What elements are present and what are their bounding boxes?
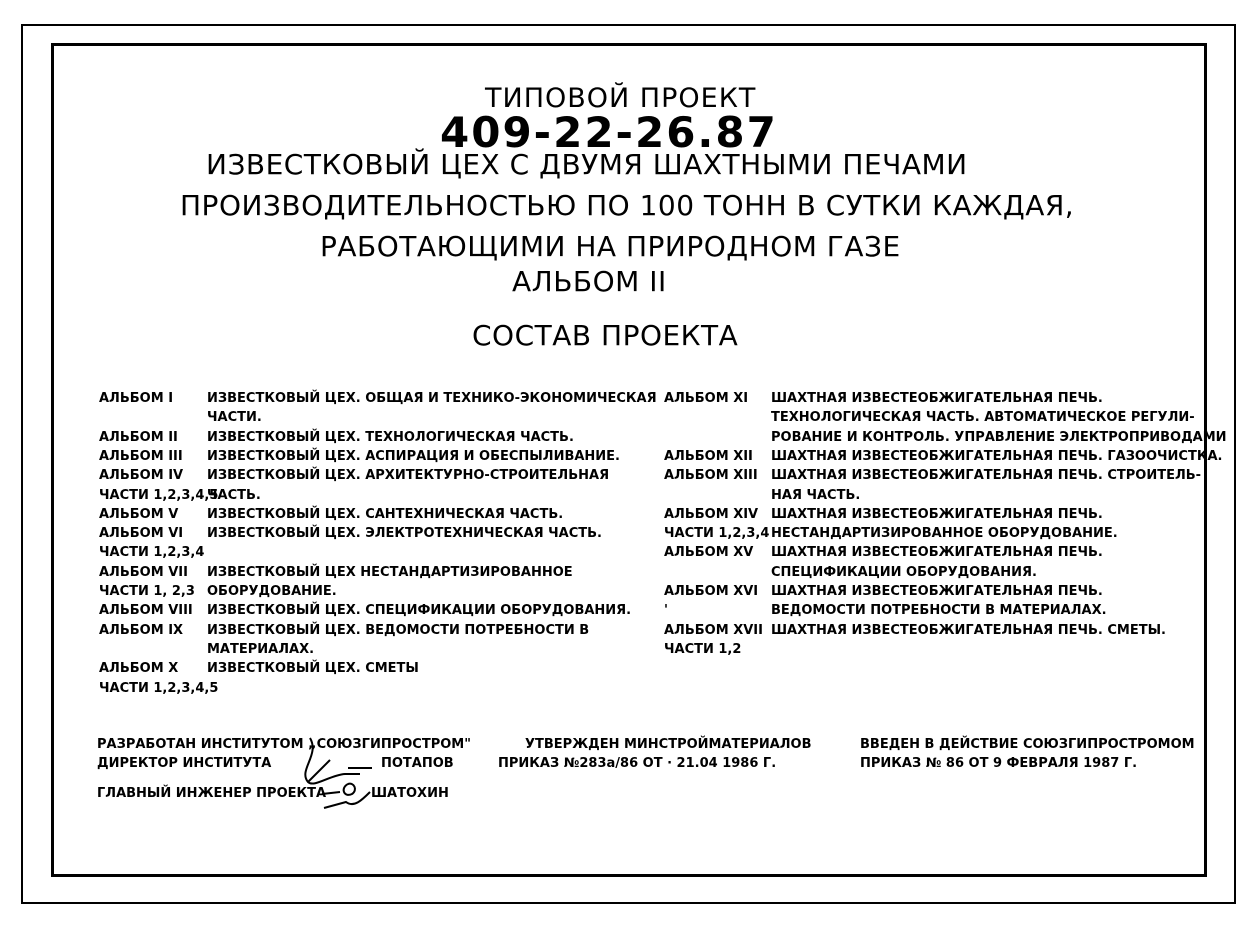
right-item-text: НАЯ ЧАСТЬ. <box>771 487 861 503</box>
enacted-order: ПРИКАЗ № 86 ОТ 9 ФЕВРАЛЯ 1987 Г. <box>860 756 1138 771</box>
title-line-3: РАБОТАЮЩИМИ НА ПРИРОДНОМ ГАЗЕ <box>320 230 901 263</box>
left-item-label: АЛЬБОМ X <box>99 661 179 677</box>
right-item-text: ТЕХНОЛОГИЧЕСКАЯ ЧАСТЬ. АВТОМАТИЧЕСКОЕ РЕГУЛИ- <box>771 410 1195 426</box>
approved-line: УТВЕРЖДЕН МИНСТРОЙМАТЕРИАЛОВ <box>525 737 812 752</box>
left-item-label: АЛЬБОМ V <box>99 506 179 522</box>
right-item-text: РОВАНИЕ И КОНТРОЛЬ. УПРАВЛЕНИЕ ЭЛЕКТРОПРИВОДАМИ <box>771 429 1227 445</box>
right-item-text: ШАХТНАЯ ИЗВЕСТЕОБЖИГАТЕЛЬНАЯ ПЕЧЬ. <box>771 545 1103 561</box>
left-item-text: ИЗВЕСТКОВЫЙ ЦЕХ. АСПИРАЦИЯ И ОБЕСПЫЛИВАНИЕ. <box>207 448 620 464</box>
chief-engineer-name: ШАТОХИН <box>371 786 449 801</box>
project-number: 409-22-26.87 <box>440 108 778 157</box>
left-item-text: ОБОРУДОВАНИЕ. <box>207 584 337 599</box>
right-item-label: АЛЬБОМ XVI <box>664 584 759 599</box>
left-item-label: АЛЬБОМ VIII <box>99 603 193 619</box>
right-item-text: ШАХТНАЯ ИЗВЕСТЕОБЖИГАТЕЛЬНАЯ ПЕЧЬ. СТРОИТЕЛЬ- <box>771 468 1202 484</box>
director-name: ПОТАПОВ <box>381 756 454 771</box>
right-item-text: ШАХТНАЯ ИЗВЕСТЕОБЖИГАТЕЛЬНАЯ ПЕЧЬ. <box>771 584 1103 599</box>
left-item-text: ИЗВЕСТКОВЫЙ ЦЕХ. СПЕЦИФИКАЦИИ ОБОРУДОВАНИЯ. <box>207 603 632 619</box>
left-item-text: ИЗВЕСТКОВЫЙ ЦЕХ. СМЕТЫ <box>207 661 419 677</box>
right-item-text: ВЕДОМОСТИ ПОТРЕБНОСТИ В МАТЕРИАЛАХ. <box>771 603 1107 619</box>
left-item-label: АЛЬБОМ IV <box>99 468 184 484</box>
left-item-text: ИЗВЕСТКОВЫЙ ЦЕХ НЕСТАНДАРТИЗИРОВАННОЕ <box>207 564 573 580</box>
left-item-label: ЧАСТИ 1,2,3,4,5 <box>99 680 219 696</box>
right-item-text: ШАХТНАЯ ИЗВЕСТЕОБЖИГАТЕЛЬНАЯ ПЕЧЬ. <box>771 506 1103 522</box>
right-item-label: ЧАСТИ 1,2 <box>664 641 742 657</box>
left-item-label: АЛЬБОМ III <box>99 448 183 464</box>
right-item-label: АЛЬБОМ XVII <box>664 622 763 638</box>
left-item-text: ИЗВЕСТКОВЫЙ ЦЕХ. ЭЛЕКТРОТЕХНИЧЕСКАЯ ЧАСТЬ. <box>207 526 602 542</box>
right-item-label: АЛЬБОМ XII <box>664 448 753 464</box>
left-item-text: ИЗВЕСТКОВЫЙ ЦЕХ. ВЕДОМОСТИ ПОТРЕБНОСТИ В <box>207 622 590 638</box>
left-item-label: ЧАСТИ 1,2,3,4,5 <box>99 487 219 503</box>
left-item-label: АЛЬБОМ VII <box>99 564 188 580</box>
right-item-text: ШАХТНАЯ ИЗВЕСТЕОБЖИГАТЕЛЬНАЯ ПЕЧЬ. <box>771 391 1103 406</box>
left-item-label: ЧАСТИ 1, 2,3 <box>99 584 195 599</box>
left-item-text: ИЗВЕСТКОВЫЙ ЦЕХ. ОБЩАЯ И ТЕХНИКО-ЭКОНОМИЧЕСКАЯ <box>207 391 657 406</box>
title-line-2: ПРОИЗВОДИТЕЛЬНОСТЬЮ ПО 100 ТОНН В СУТКИ КАЖДАЯ, <box>180 189 1075 222</box>
left-item-label: АЛЬБОМ I <box>99 391 174 406</box>
left-item-text: ИЗВЕСТКОВЫЙ ЦЕХ. ТЕХНОЛОГИЧЕСКАЯ ЧАСТЬ. <box>207 429 574 445</box>
project-kicker: ТИПОВОЙ ПРОЕКТ <box>485 83 757 114</box>
section-title: СОСТАВ ПРОЕКТА <box>472 319 739 352</box>
right-item-label: АЛЬБОМ XI <box>664 391 749 406</box>
title-line-1: ИЗВЕСТКОВЫЙ ЦЕХ С ДВУМЯ ШАХТНЫМИ ПЕЧАМИ <box>206 148 968 181</box>
left-item-label: ЧАСТИ 1,2,3,4 <box>99 545 205 561</box>
chief-engineer-label: ГЛАВНЫЙ ИНЖЕНЕР ПРОЕКТА <box>97 786 327 801</box>
right-item-text: СПЕЦИФИКАЦИИ ОБОРУДОВАНИЯ. <box>771 564 1037 580</box>
director-label: ДИРЕКТОР ИНСТИТУТА <box>97 756 272 771</box>
developer-line: РАЗРАБОТАН ИНСТИТУТОМ „СОЮЗГИПРОСТРОМ" <box>97 737 471 752</box>
approved-order: ПРИКАЗ №283а/86 ОТ · 21.04 1986 Г. <box>498 756 777 771</box>
chief-signature <box>318 778 378 818</box>
right-item-label: АЛЬБОМ XV <box>664 545 754 561</box>
right-item-label: ЧАСТИ 1,2,3,4 <box>664 526 770 542</box>
left-item-text: МАТЕРИАЛАХ. <box>207 641 315 657</box>
right-item-text: ШАХТНАЯ ИЗВЕСТЕОБЖИГАТЕЛЬНАЯ ПЕЧЬ. СМЕТЫ. <box>771 622 1166 638</box>
left-item-label: АЛЬБОМ VI <box>99 526 184 542</box>
left-item-label: АЛЬБОМ II <box>99 429 178 445</box>
right-item-label: АЛЬБОМ XIV <box>664 506 759 522</box>
album-number: АЛЬБОМ II <box>512 265 667 298</box>
enacted-line: ВВЕДЕН В ДЕЙСТВИЕ СОЮЗГИПРОСТРОМОМ <box>860 737 1195 752</box>
right-item-label: ' <box>664 603 668 619</box>
right-item-text: НЕСТАНДАРТИЗИРОВАННОЕ ОБОРУДОВАНИЕ. <box>771 526 1118 542</box>
left-item-label: АЛЬБОМ IX <box>99 622 184 638</box>
right-item-text: ШАХТНАЯ ИЗВЕСТЕОБЖИГАТЕЛЬНАЯ ПЕЧЬ. ГАЗООЧИСТКА. <box>771 448 1223 464</box>
left-item-text: ЧАСТИ. <box>207 410 262 426</box>
left-item-text: ИЗВЕСТКОВЫЙ ЦЕХ. САНТЕХНИЧЕСКАЯ ЧАСТЬ. <box>207 506 564 522</box>
left-item-text: ЧАСТЬ. <box>207 487 261 503</box>
left-item-text: ИЗВЕСТКОВЫЙ ЦЕХ. АРХИТЕКТУРНО-СТРОИТЕЛЬНАЯ <box>207 468 610 484</box>
right-item-label: АЛЬБОМ XIII <box>664 468 758 484</box>
